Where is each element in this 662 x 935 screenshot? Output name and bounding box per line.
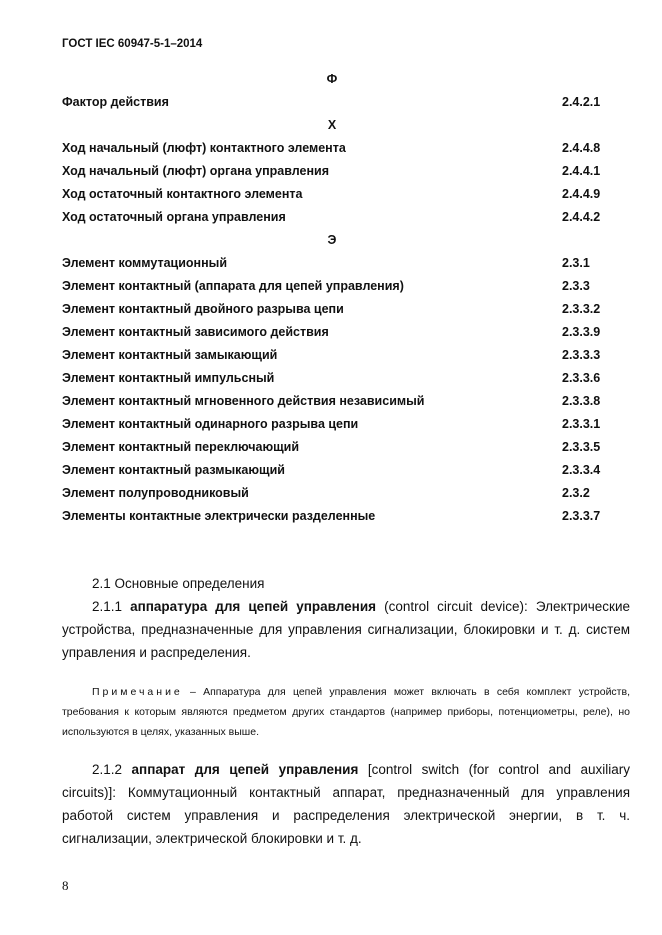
index-entry bbox=[62, 298, 602, 321]
index-term: Ход остаточный органа управления bbox=[62, 210, 286, 224]
index-entry bbox=[62, 367, 602, 390]
index-entry bbox=[62, 505, 602, 528]
definition-text: [control switch (for control and auxiliary circuits)]: Коммутационный контактный аппарат, предназначенный для управления работой систем управления и распределения электрической энергии, в т. ч. сигнализации, электрической блокировки и т. д. bbox=[62, 762, 631, 846]
index-ref: 2.3.3.7 bbox=[562, 509, 601, 523]
index-ref: 2.4.4.9 bbox=[562, 187, 601, 201]
index-entry bbox=[62, 482, 602, 505]
index-entry bbox=[62, 137, 602, 160]
index-letter-kh: Х bbox=[327, 118, 337, 132]
index-ref: 2.3.3 bbox=[562, 279, 590, 293]
index-letter-e: Э bbox=[327, 233, 337, 247]
definition-text: (control circuit device): Электрические устройства, предназначенные для управления сигнализации, блокировки и т. д. систем управления и распределения. bbox=[62, 599, 630, 660]
index-ref: 2.3.3.8 bbox=[562, 394, 601, 408]
alphabetical-index bbox=[62, 68, 602, 528]
index-ref: 2.4.4.2 bbox=[562, 210, 601, 224]
index-ref: 2.3.3.6 bbox=[562, 371, 601, 385]
index-term: Элементы контактные электрически разделенные bbox=[62, 509, 376, 523]
index-term: Элемент контактный импульсный bbox=[62, 371, 275, 385]
index-term: Элемент коммутационный bbox=[62, 256, 228, 270]
index-ref: 2.3.3.5 bbox=[562, 440, 601, 454]
note-paragraph bbox=[62, 682, 630, 742]
index-term: Элемент контактный мгновенного действия независимый bbox=[62, 394, 425, 408]
definition-number: 2.1.2 bbox=[92, 762, 132, 777]
index-term: Элемент контактный (аппарата для цепей управления) bbox=[62, 279, 404, 293]
index-letter-f: Ф bbox=[326, 72, 338, 86]
index-term: Элемент контактный замыкающий bbox=[62, 348, 278, 362]
definition-paragraph bbox=[62, 595, 630, 664]
index-entry bbox=[62, 344, 602, 367]
index-ref: 2.3.2 bbox=[562, 486, 590, 500]
index-ref: 2.4.4.1 bbox=[562, 164, 601, 178]
index-entry bbox=[62, 252, 602, 275]
index-entry bbox=[62, 321, 602, 344]
index-term: Элемент контактный двойного разрыва цепи bbox=[62, 302, 344, 316]
index-entry bbox=[62, 413, 602, 436]
index-entry bbox=[62, 183, 602, 206]
document-header: ГОСТ IEC 60947-5-1–2014 bbox=[62, 38, 203, 50]
definitions-section bbox=[62, 572, 630, 850]
index-term: Элемент контактный размыкающий bbox=[62, 463, 285, 477]
index-term: Фактор действия bbox=[62, 95, 169, 109]
note-text: – Аппаратура для цепей управления может включать в себя комплект устройств, требования к которым являются предметом других стандартов (например приборы, потенциометры, реле), но используются в целях, указанных выше. bbox=[62, 686, 630, 738]
section-title: 2.1 Основные определения bbox=[92, 576, 265, 591]
definition-number: 2.1.1 bbox=[92, 599, 131, 614]
index-entry bbox=[62, 459, 602, 482]
index-ref: 2.3.3.2 bbox=[562, 302, 601, 316]
index-entry bbox=[62, 160, 602, 183]
index-ref: 2.3.3.1 bbox=[562, 417, 601, 431]
index-entry bbox=[62, 206, 602, 229]
index-term: Ход начальный (люфт) органа управления bbox=[62, 164, 330, 178]
index-entry bbox=[62, 275, 602, 298]
index-entry bbox=[62, 390, 602, 413]
index-term: Элемент контактный переключающий bbox=[62, 440, 300, 454]
definition-paragraph bbox=[62, 758, 630, 850]
index-ref: 2.3.3.9 bbox=[562, 325, 601, 339]
index-term: Ход остаточный контактного элемента bbox=[62, 187, 303, 201]
note-label: Примечание bbox=[92, 686, 183, 698]
definition-term: аппаратура для цепей управления bbox=[130, 599, 376, 614]
index-ref: 2.4.2.1 bbox=[562, 95, 601, 109]
page-number: 8 bbox=[62, 878, 69, 893]
index-entry bbox=[62, 91, 602, 114]
index-ref: 2.3.3.4 bbox=[562, 463, 601, 477]
index-entry bbox=[62, 436, 602, 459]
index-ref: 2.4.4.8 bbox=[562, 141, 601, 155]
definition-term: аппарат для цепей управления bbox=[131, 762, 359, 777]
index-term: Элемент контактный одинарного разрыва цепи bbox=[62, 417, 359, 431]
index-term: Ход начальный (люфт) контактного элемента bbox=[62, 141, 346, 155]
index-term: Элемент полупроводниковый bbox=[62, 486, 249, 500]
index-term: Элемент контактный зависимого действия bbox=[62, 325, 329, 339]
index-ref: 2.3.1 bbox=[562, 256, 590, 270]
index-ref: 2.3.3.3 bbox=[562, 348, 601, 362]
